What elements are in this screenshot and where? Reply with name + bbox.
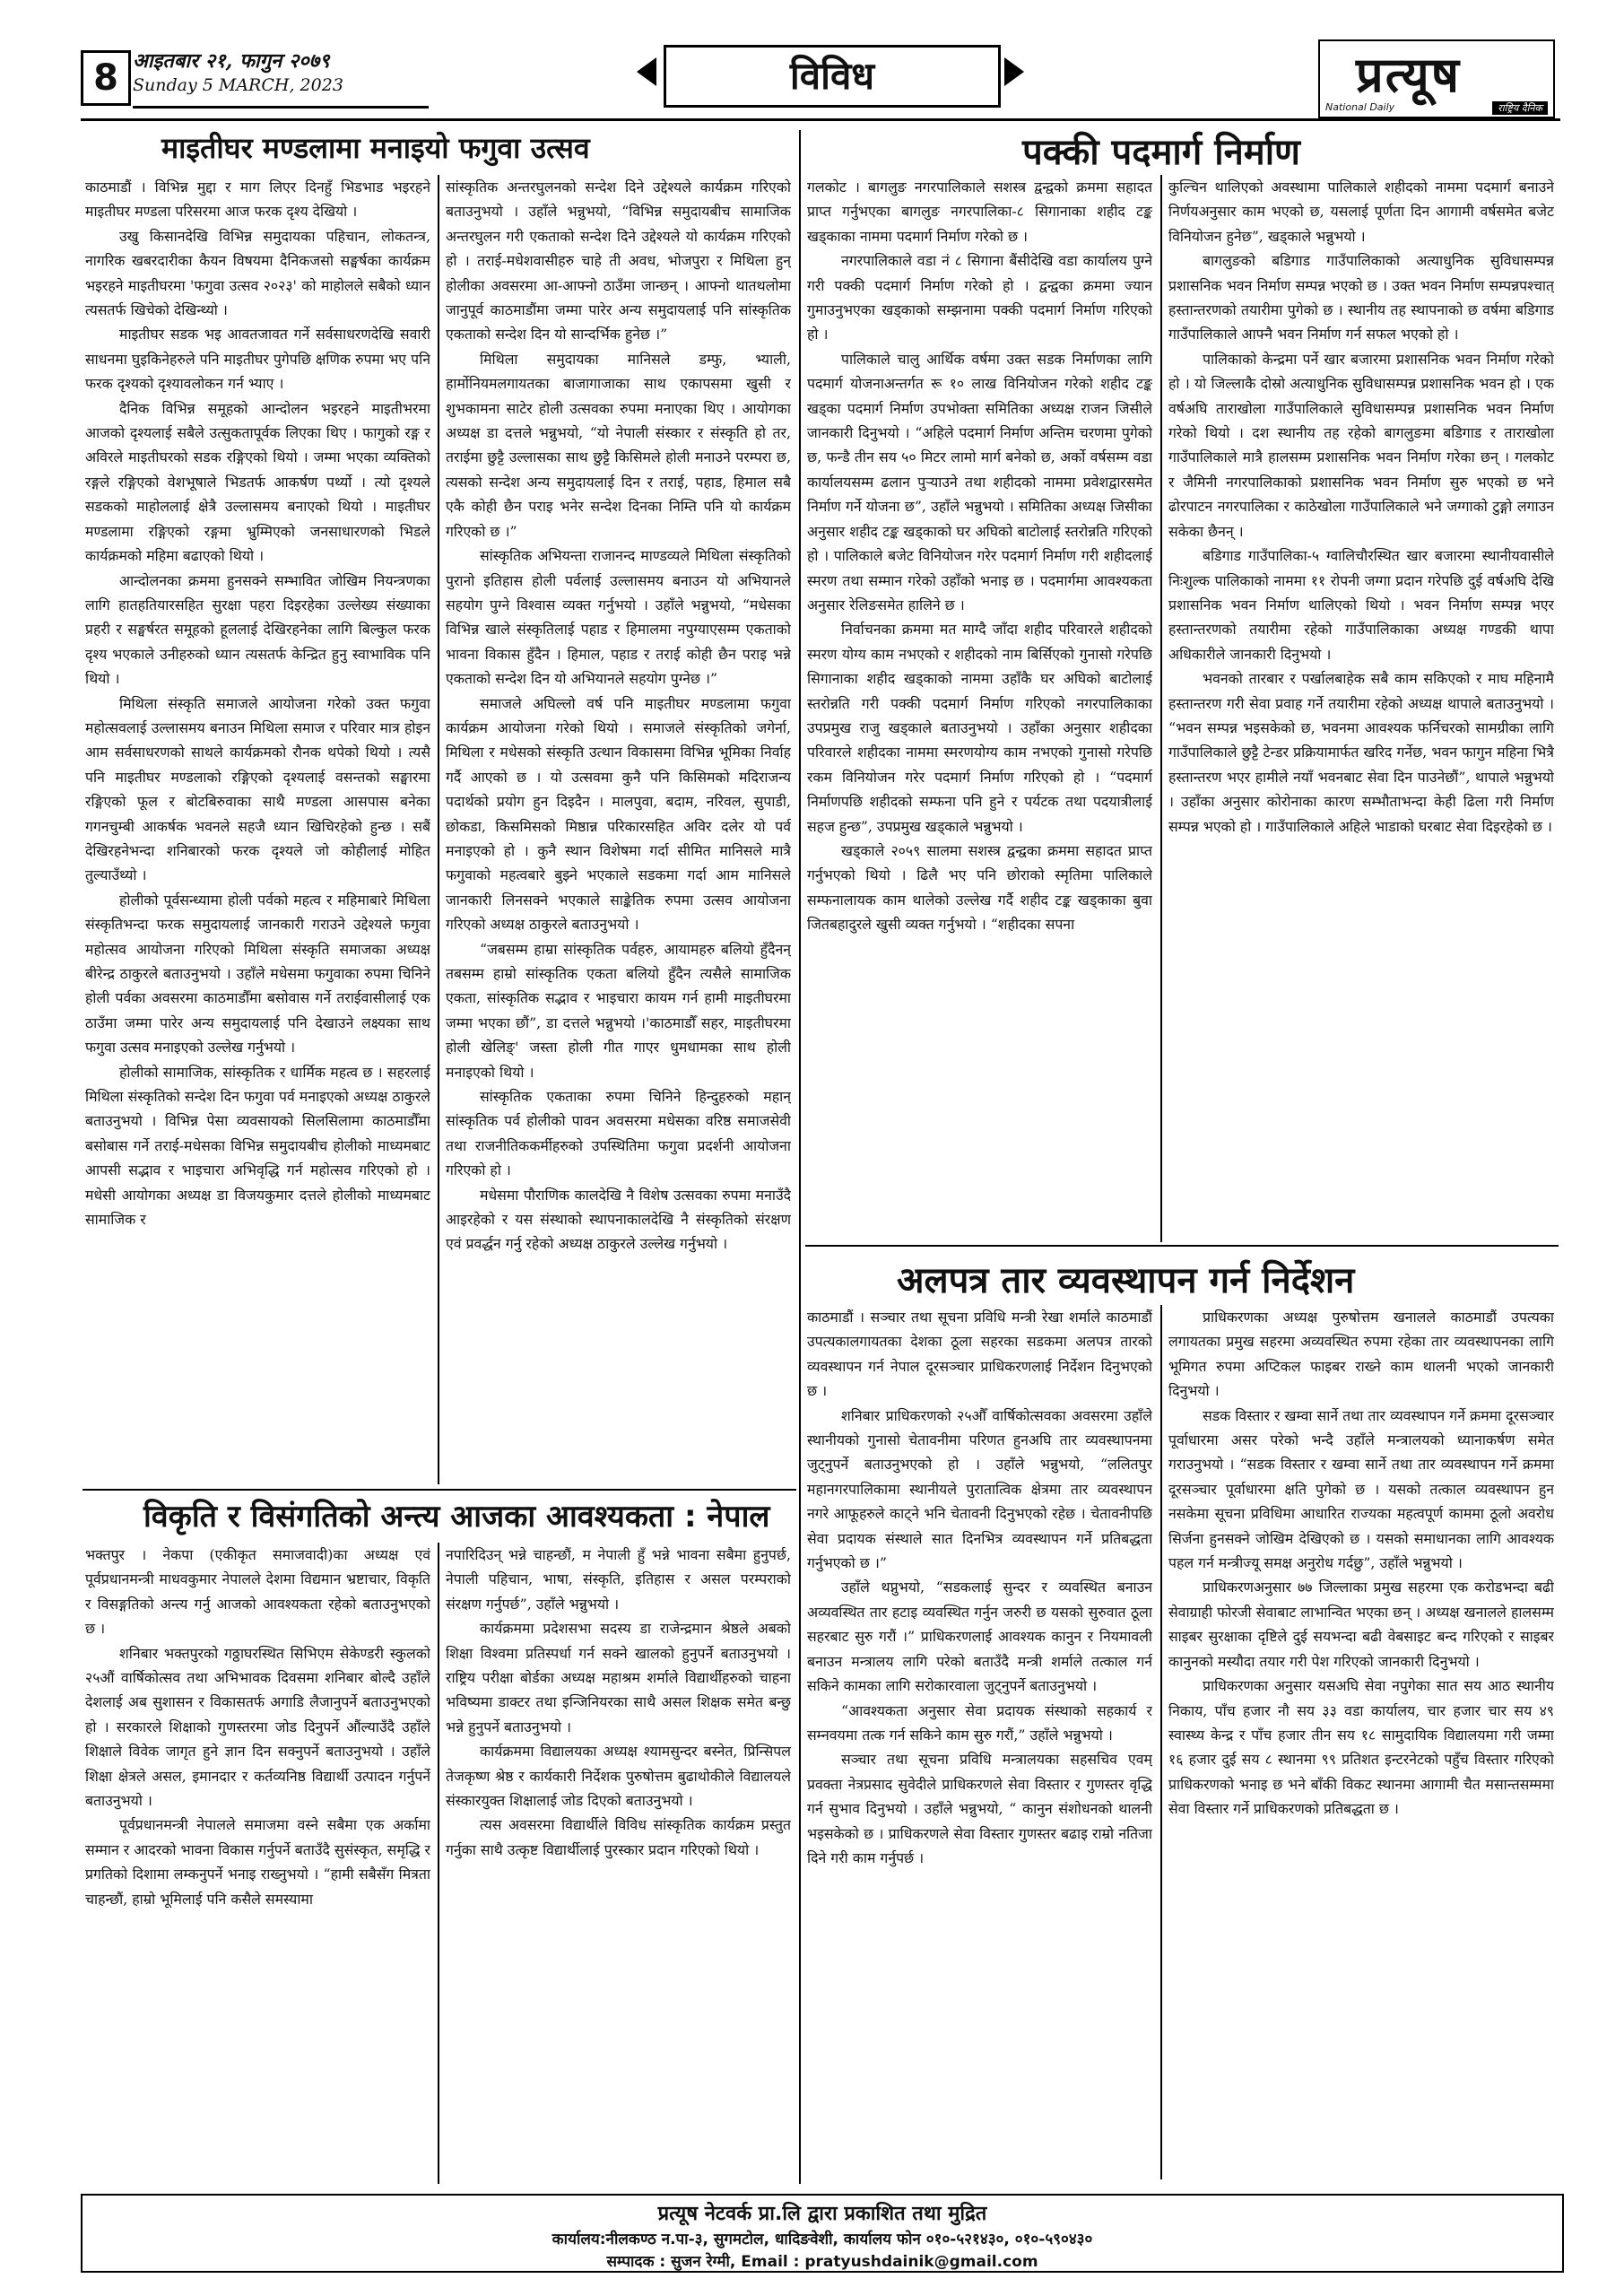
section-title: विविध bbox=[664, 45, 1001, 108]
paragraph: कुल्चिन थालिएको अवस्थामा पालिकाले शहीदको नाममा पदमार्ग बनाउने निर्णयअनुसार काम भएको छ, यसलाई पूर्णता दिन आगामी वर्षसमेत बजेट विनियोजन हुनेछ”, खड्काले भन्नुभयो । bbox=[1168, 178, 1554, 245]
paragraph: बागलुङको बडिगाड गाउँपालिकाको अत्याधुनिक सुविधासम्पन्न प्रशासनिक भवन निर्माण सम्पन्न भएको छ । उक्त भवन निर्माण सम्पन्नपश्चात् हस्तान्तरणको तयारीमा पुगेको छ । स्थानीय तह स्थापनाको छ वर्षमा बडिगाड गाउँपालिकाले आफ्नै भवन निर्माण गर्न सफल भएको हो । bbox=[1168, 252, 1554, 344]
logo-sub-right: राष्ट्रिय दैनिक bbox=[1492, 101, 1548, 115]
paragraph: प्राधिकरणका अध्यक्ष पुरुषोत्तम खनालले काठमाडौं उपत्यका लगायतका प्रमुख सहरमा अव्यवस्थित रुपमा रहेका तार व्यवस्थापनका लागि भूमिगत रुपमा अप्टिकल फाइबर राख्ने काम थालनी भएको जानकारी दिनुभयो । bbox=[1168, 1309, 1554, 1400]
paragraph: बडिगाड गाउँपालिका-५ ग्वालिचौरस्थित खार बजारमा स्थानीयवासीले निःशुल्क पालिकाको नाममा ११ रोपनी जग्गा प्रदान गरेपछि दुई वर्षअघि देखि प्रशासनिक भवन निर्माण थालिएको थियो । भवन निर्माण सम्पन्न भएर हस्तान्तरणको तयारीमा रहेको गाउँपालिकाका अध्यक्ष गण्डकी थापा अधिकारीले जानकारी दिनुभयो । bbox=[1168, 547, 1554, 663]
paragraph: मिथिला संस्कृति समाजले आयोजना गरेको उक्त फगुवा महोत्सवलाई उल्लासमय बनाउन मिथिला समाज र परिवार मात्र होइन आम सर्वसाधरणको साथले कार्यक्रमको रौनक थपेको थियो । त्यसै पनि माइतीघर मण्डलाको रङ्गिएको दृश्यलाई वसन्तको सङ्घारमा रङ्गिएको फूल र बोटबिरुवाका साथै मण्डला आसपास बनेका गगनचुम्बी आकर्षक भवनले सहजै ध्यान खिचिरहेको हुन्छ । सबैं देखिरहनेभन्दा शनिबारको फरक दृश्यले जो कोहीलाई मोहित तुल्याउँथ्यो । bbox=[85, 694, 430, 884]
article1-column2 bbox=[446, 175, 791, 1484]
paragraph: आन्दोलनका क्रममा हुनसक्ने सम्भावित जोखिम नियन्त्रणका लागि हातहतियारसहित सुरक्षा पहरा दिइरहेका उल्लेख्य संख्याका प्रहरी र सङ्घर्षरत समूहको हूललाई देखिरहनेका लागि बिल्कुल फरक दृश्य भएकाले उनीहरुको ध्यान त्यसतर्फ केन्द्रित हुनु स्वाभाविक पनि थियो । bbox=[85, 571, 430, 688]
paragraph: नपारिदिउन् भन्ने चाहन्छौं, म नेपाली हुँ भन्ने भावना सबैमा हुनुपर्छ, नेपाली पहिचान, भाषा, संस्कृति, इतिहास र असल परम्पराको संरक्षण गर्नुपर्छ”, उहाँले भन्नुभयो । bbox=[446, 1546, 791, 1613]
paragraph: काठमाडौं । सञ्चार तथा सूचना प्रविधि मन्त्री रेखा शर्माले काठमाडौं उपत्यकालगायतका देशका ठूला सहरका सडकमा अलपत्र तारको व्यवस्थापन गर्न नेपाल दूरसञ्चार प्राधिकरणलाई निर्देशन दिनुभएको छ । bbox=[807, 1309, 1152, 1400]
publisher-footer bbox=[81, 2194, 1564, 2273]
paragraph: सडक विस्तार र खम्वा सार्ने तथा तार व्यवस्थापन गर्ने क्रममा दूरसञ्चार पूर्वाधारमा असर परेको भन्दै उहाँले मन्त्रालयको ध्यानाकर्षण समेत गराउनुभयो । “सडक विस्तार र खम्वा सार्ने तथा तार व्यवस्थापन गर्ने क्रममा दूरसञ्चार पूर्वाधारमा क्षति पुगेको छ । यसको तत्काल व्यवस्थापन हुन नसकेमा सूचना प्रविधिमा आधारित राज्यका महत्वपूर्ण काममा ठूलो अवरोध सिर्जना हुनसक्ने जोखिम देखिएको छ । यसको समाधानका लागि आवश्यक पहल गर्न मन्त्रीज्यू समक्ष अनुरोध गर्दछु”, उहाँले भन्नुभयो । bbox=[1168, 1406, 1554, 1572]
paragraph: प्राधिकरणअनुसार ७७ जिल्लाका प्रमुख सहरमा एक करोडभन्दा बढी सेवाग्राही फोरजी सेवाबाट लाभान्वित भएका छन् । अध्यक्ष खनालले हालसम्म साइबर सुरक्षाका दृष्टिले दुई सयभन्दा बढी वेबसाइट बन्द गरिएको र साइबर कानुनको मस्यौदा तयार गरी पेश गरिएको जानकारी दिनुभयो । bbox=[1168, 1578, 1554, 1670]
publisher-line: प्रत्यूष नेटवर्क प्रा.लि द्वारा प्रकाशित तथा मुद्रित bbox=[657, 2203, 987, 2225]
office-address: कार्यालय:नीलकण्ठ न.पा-३, सुगमटोल, धादिङवेशी, कार्यालय फोन ०१०-५२१४३०, ०१०-५९०४३० bbox=[551, 2231, 1093, 2248]
paragraph: “आवश्यकता अनुसार सेवा प्रदायक संस्थाको सहकार्य र सम्नवयमा तत्क गर्न सकिने काम सुरु गरौं,” उहाँले भन्नुभयो । bbox=[807, 1701, 1152, 1744]
paragraph: खड्काले २०५९ सालमा सशस्त्र द्वन्द्वका क्रममा सहादत प्राप्त गर्नुभएको थियो । ढिलै भए पनि छोराको स्मृतिमा पालिकाले सम्फनालायक काम थालेको उल्लेख गर्दै शहीद टङ्क खड्काका बुवा जितबहादुरले खुसी व्यक्त गर्नुभयो । “शहीदका सपना bbox=[807, 841, 1152, 934]
paragraph: माइतीघर सडक भइ आवतजावत गर्ने सर्वसाधरणदेखि सवारी साधनमा घुइकिनेहरुले पनि माइतीघर पुगेपछि क्षणिक रुपमा भए पनि फरक दृश्यको दृश्यावलोकन गर्न भ्याए । bbox=[85, 326, 430, 393]
paragraph: नगरपालिकाले वडा नं ८ सिगाना बैंसीदेखि वडा कार्यालय पुग्ने गरी पक्की पदमार्ग निर्माण गरेको हो । द्वन्द्वका क्रममा ज्यान गुमाउनुभएका खड्काको सम्झनामा पक्की पदमार्ग निर्माण गरिएको हो । bbox=[807, 252, 1152, 344]
arrow-left-icon bbox=[637, 57, 656, 86]
paragraph: होलीको सामाजिक, सांस्कृतिक र धार्मिक महत्व छ । सहरलाई मिथिला संस्कृतिको सन्देश दिन फगुवा पर्व मनाइएको अध्यक्ष ठाकुरले बताउनुभयो । विभिन्न पेसा व्यवसायको सिलसिलामा काठमाडौँमा बसोबास गर्ने तराई-मधेसका विभिन्न समुदायबीच होलीको माध्यमबाट आपसी सद्भाव र भाइचारा अभिवृद्धि गर्न महोत्सव गरिएको हो । मधेसी आयोगका अध्यक्ष डा विजयकुमार दत्तले होलीको माध्यमबाट सामाजिक र bbox=[85, 1063, 430, 1229]
paragraph: त्यस अवसरमा विद्यार्थीले विविध सांस्कृतिक कार्यक्रम प्रस्तुत गर्नुका साथै उत्कृष्ट विद्यार्थीलाई पुरस्कार प्रदान गरिएको थियो । bbox=[446, 1816, 791, 1858]
paragraph: भवनको तारबार र पर्खालबाहेक सबै काम सकिएको र माघ महिनामै हस्तान्तरण गरी सेवा प्रवाह गर्ने तयारीमा रहेको अध्यक्ष थापाले बताउनुभयो । “भवन सम्पन्न भइसकेको छ, भवनमा आवश्यक फर्निचरको सामग्रीका लागि गाउँपालिकाले छुट्टै टेन्डर प्रक्रियामार्फत खरिद गर्नेछ, भवन फागुन महिना भित्रै हस्तान्तरण भएर हामीले नयाँ भवनबाट सेवा दिन पाउनेछौं”, थापाले भन्नुभयो । उहाँका अनुसार कोरोनाका कारण सम्भौताभन्दा केही ढिला गरी निर्माण सम्पन्न भएको हो । गाउँपालिकाले अहिले भाडाको घरबाट सेवा दिइरहेको छ । bbox=[1168, 670, 1554, 835]
date-block bbox=[133, 47, 429, 109]
column-divider bbox=[438, 175, 439, 1484]
header-rule bbox=[81, 118, 1560, 121]
paragraph: उखु किसानदेखि विभिन्न समुदायका पहिचान, लोकतन्त्र, नागरिक खबरदारीका कैयन विषयमा दैनिकजसो सङ्घर्षका कार्यक्रम भइरहने माइतीघरमा 'फगुवा उत्सव २०२३' को माहोलले सबैको ध्यान त्यसतर्फ खिचेको देखिन्थ्यो । bbox=[85, 227, 430, 319]
paragraph: सांस्कृतिक अन्तरघुलनको सन्देश दिने उद्देश्यले कार्यक्रम गरिएको बताउनुभयो । उहाँले भन्नुभयो, “विभिन्न समुदायबीच सामाजिक अन्तरघुलन गरी एकताको सन्देश दिने उद्देश्यले यो कार्यक्रम गरिएको हो । तराई-मधेशवासीहरु चाहे ती अवध, भोजपुरा र मिथिला हुन् होलीका अवसरमा आ-आफ्नो ठाउँमा जान्छन् । आफ्नो थातथलोमा जानुपूर्व काठमाडौंमा जम्मा पारेर अन्य समुदायलाई पनि सांस्कृतिक एकताको सन्देश दिन यो सान्दर्भिक हुनेछ ।” bbox=[446, 178, 791, 344]
paragraph: कार्यक्रममा विद्यालयका अध्यक्ष श्यामसुन्दर बस्नेत, प्रिन्सिपल तेजकृष्ण श्रेष्ठ र कार्यकारी निर्देशक पुरुषोत्तम बुढाथोकीले विद्यालयले संस्कारयुक्त शिक्षालाई जोड दिएको बताउनुभयो । bbox=[446, 1743, 791, 1810]
paragraph: पूर्वप्रधानमन्त्री नेपालले समाजमा वस्ने सबैमा एक अर्कामा सम्मान र आदरको भावना विकास गर्नुपर्ने बताउँदै सुसंस्कृत, समृद्धि र प्रगतिको दिशामा लम्कनुपर्ने भनाइ राख्नुभयो । “हामी सबैसँग मित्रता चाहन्छौं, हाम्रो भूमिलाई पनि कसैले समस्यामा bbox=[85, 1816, 430, 1908]
paragraph: पालिकाले चालु आर्थिक वर्षमा उक्त सडक निर्माणका लागि पदमार्ग योजनाअन्तर्गत रू १० लाख विनियोजन गरेको शहीद टङ्क खड्का पदमार्ग निर्माण उपभोक्ता समितिका अध्यक्ष राजन जिसीले जानकारी दिनुभयो । “अहिले पदमार्ग निर्माण अन्तिम चरणमा पुगेको छ, फन्डै तीन सय ५० मिटर लामो मार्ग बनेको छ, अर्को वर्षसम्म वडा कार्यालयसम्म ढलान पुऱ्याउने तथा शहीदको नाममा प्रवेशद्वारसमेत निर्माण गर्ने योजना छ”, उहाँले भन्नुभयो । समितिका अध्यक्ष जिसीका अनुसार शहीद टङ्क खड्काको घर अघिको बाटोलाई स्तरोन्नति गरिएको हो । पालिकाले बजेट विनियोजन गरेर पदमार्ग निर्माण गरी शहीदलाई स्मरण तथा सम्मान गरेको उहाँको भनाइ छ । पदमार्गमा आवश्यकता अनुसार रेलिङसमेत हालिने छ । bbox=[807, 350, 1152, 613]
column-divider bbox=[438, 1543, 439, 2184]
paragraph: पालिकाको केन्द्रमा पर्ने खार बजारमा प्रशासनिक भवन निर्माण गरेको हो । यो जिल्लाकै दोस्रो अत्याधुनिक सुविधासम्पन्न प्रशासनिक भवन हो । एक वर्षअघि ताराखोला गाउँपालिकाले सुविधासम्पन्न प्रशासनिक भवन निर्माण गरेको थियो । दश स्थानीय तह रहेको बागलुङमा बडिगाड र ताराखोला गाउँपालिकाले मात्रै हालसम्म प्रशासनिक भवन निर्माण गरेका छन् । गलकोट र जैमिनी नगरपालिकाको प्रशासनिक भवन निर्माण सुरु भएको छ भने ढोरपाटन नगरपालिका र काठेखोला गाउँपालिकाले भने जग्गाको टुङ्गो लगाउन सकेका छैनन् । bbox=[1168, 350, 1554, 540]
article2-column1 bbox=[807, 175, 1152, 1242]
paragraph: होलीको पूर्वसन्ध्यामा होली पर्वको महत्व र महिमाबारे मिथिला संस्कृतिभन्दा फरक समुदायलाई जानकारी गराउने उद्देश्यले फगुवा महोत्सव आयोजना गरिएको मिथिला संस्कृति समाजका अध्यक्ष बीरेन्द्र ठाकुरले बताउनुभयो । उहाँले मधेसमा फगुवाका रुपमा चिनिने होली पर्वका अवसरमा काठमाडौँमा बसोवास गर्ने तराईवासीलाई एक ठाउँमा जम्मा पारेर अन्य समुदायलाई पनि देखाउने लक्ष्यका साथ फगुवा उत्सव मनाइएको उल्लेख गर्नुभयो । bbox=[85, 891, 430, 1057]
paragraph: निर्वाचनका क्रममा मत माग्दै जाँदा शहीद परिवारले शहीदको स्मरण योग्य काम नभएको र शहीदको नाम बिर्सिएको गुनासो गरेपछि सिगानाका शहीद खड्काको नाममा उहाँकै घर अघिको बाटोलाई स्तरोन्नति गरी पक्की पदमार्ग निर्माण गरिएको नगरपालिकाका उपप्रमुख राजु खड्काले बताउनुभयो । उहाँका अनुसार शहीदका परिवारले शहीदका नाममा स्मरणयोग्य काम नभएको गुनासो गरेपछि रकम विनियोजन गरेर पदमार्ग निर्माण गरिएको हो । “पदमार्ग निर्माणपछि शहीदको सम्फना पनि हुने र पर्यटक तथा पदयात्रीलाई सहज हुन्छ”, उपप्रमुख खड्काले भन्नुभयो । bbox=[807, 621, 1152, 835]
article4-column2 bbox=[446, 1543, 791, 2184]
paragraph: सञ्चार तथा सूचना प्रविधि मन्त्रालयका सहसचिव एवम् प्रवक्ता नेत्रप्रसाद सुवेदीले प्राधिकरणले सेवा विस्तार र गुणस्तर वृद्धि गर्न सुभाव दिनुभयो । उहाँले भन्नुभयो, “ कानुन संशोधनको थालनी भइसकेको छ । प्राधिकरणले सेवा विस्तार गुणस्तर बढाइ राम्रो नतिजा दिने गरी काम गर्नुपर्छ । bbox=[807, 1751, 1152, 1866]
paragraph: “जबसम्म हाम्रा सांस्कृतिक पर्वहरु, आयामहरु बलियो हुँदैनन् तबसम्म हाम्रो सांस्कृतिक एकता बलियो हुँदैन त्यसैले सामाजिक एकता, सांस्कृतिक सद्भाव र भाइचारा कायम गर्न हामी माइतीघरमा जम्मा भएका छौं”, डा दत्तले भन्नुभयो ।'काठमाडौँ सहर, माइतीघरमा होली खेलिङ्' जस्ता होली गीत गाएर धुमधामका साथ होली मनाइएको थियो । bbox=[446, 940, 791, 1081]
date-nepali: आइतबार २१, फागुन २०७९ bbox=[133, 49, 330, 73]
paragraph: गलकोट । बागलुङ नगरपालिकाले सशस्त्र द्वन्द्वको क्रममा सहादत प्राप्त गर्नुभएका बागलुङ नगरपालिका-८ सिगानाका शहीद टङ्क खड्काका नाममा पदमार्ग निर्माण गरेको छ । bbox=[807, 178, 1152, 245]
article1-column1 bbox=[85, 175, 430, 1484]
paragraph: प्राधिकरणका अनुसार यसअघि सेवा नपुगेका सात सय आठ स्थानीय निकाय, पाँच हजार नौ सय ३३ वडा कार्यालय, चार हजार चार सय ४९ स्वास्थ्य केन्द्र र पाँच हजार तीन सय १८ सामुदायिक विद्यालयमा गरी जम्मा १६ हजार दुई सय ८ स्थानमा ९९ प्रतिशत इन्टरनेटको पहुँच विस्तार गरिएको प्राधिकरणको भनाइ छ भने बाँकी विकट स्थानमा आगामी चैत मसान्तसम्ममा सेवा विस्तार गर्ने प्राधिकरणको प्रतिबद्धता छ । bbox=[1168, 1677, 1554, 1818]
newspaper-logo bbox=[1318, 39, 1555, 118]
paragraph: शनिबार प्राधिकरणको २५औँ वार्षिकोत्सवका अवसरमा उहाँले स्थानीयको गुनासो चेतावनीमा परिणत हुनअघि तार व्यवस्थापनमा जुट्नुपर्ने बताउनुभएको हो । उहाँले भन्नुभयो, “ललितपुर महानगरपालिकामा स्थानीयले पुरातात्विक क्षेत्रमा तार व्यवस्थापन नगरे आफूहरुले काट्ने भनि चेतावनी दिनुभएको रहेछ । चेतावनीपछि सेवा प्रदायक संस्थाले सात दिनभित्र व्यवस्थापन गर्ने प्रतिबद्धता गर्नुभएको छ ।” bbox=[807, 1406, 1152, 1572]
paragraph: सांस्कृतिक अभियन्ता राजानन्द माण्डव्यले मिथिला संस्कृतिको पुरानो इतिहास होली पर्वलाई उल्लासमय बनाउन यो अभियानले सहयोग पुग्ने विश्वास व्यक्त गर्नुभयो । उहाँले भन्नुभयो, “मधेसका विभिन्न खाले संस्कृतिलाई पहाड र हिमालमा नपुग्याएसम्म एकताको भावना विकास हुँदैन । हिमाल, पहाड र तराई कोही छैन पराइ भन्ने एकताको सन्देश दिन यो अभियानले सहयोग पुग्नेछ ।” bbox=[446, 547, 791, 688]
column-divider bbox=[1160, 175, 1162, 1242]
article4-column1 bbox=[85, 1543, 430, 2184]
paragraph: काठमाडौं । विभिन्न मुद्दा र माग लिएर दिनहुँ भिडभाड भइरहने माइतीघर मण्डला परिसरमा आज फरक दृश्य देखियो । bbox=[85, 178, 430, 221]
headline-article3: अलपत्र तार व्यवस्थापन गर्न निर्देशन bbox=[897, 1260, 1355, 1301]
paragraph: मधेसमा पौराणिक कालदेखि नै विशेष उत्सवका रुपमा मनाउँदै आइरहेको र यस संस्थाको स्थापनाकालदेखि नै संस्कृतिको संरक्षण एवं प्रवर्द्धन गर्नु रहेको अध्यक्ष ठाकुरले उल्लेख गर्नुभयो । bbox=[446, 1186, 791, 1253]
paragraph: समाजले अघिल्लो वर्ष पनि माइतीघर मण्डलामा फगुवा कार्यक्रम आयोजना गरेको थियो । समाजले संस्कृतिको जगेर्ना, मिथिला र मधेसको संस्कृति उत्थान विकासमा विभिन्न भूमिका निर्वाह गर्दै आएको छ । यो उत्सवमा कुनै पनि किसिमको मदिराजन्य पदार्थको प्रयोग हुन दिइदैन । मालपुवा, बदाम, नरिवल, सुपाडी, छोकडा, किसमिसको मिष्ठान्न परिकारसहित अविर दलेर यो पर्व मनाइएको हो । कुनै स्थान विशेषमा गर्दा सीमित मानिसले मात्रै फगुवाको महत्वबारे बुझ्ने भएकाले सडकमा गर्दा आम मानिसले जानकारी लिनसक्ने भएकाले साङ्केतिक रुपमा उत्सव आयोजना गरिएको अध्यक्ष ठाकुरले बताउनुभयो । bbox=[446, 694, 791, 934]
paragraph: उहाँले थप्नुभयो, “सडकलाई सुन्दर र व्यवस्थित बनाउन अव्यवस्थित तार हटाइ व्यवस्थित गर्नुन जरुरी छ यसको सुरुवात ठूला सहरबाट सुरु गरौं ।” प्राधिकरणलाई आवश्यक कानुन र नियमावली बनाउन मन्त्रालय लागि परेको बताउँदै मन्त्री शर्माले तत्काल गर्न सकिने कामका लागि सरोकारवाला जुट्नुपर्ने बताउनुभयो । bbox=[807, 1578, 1152, 1695]
headline-article1: माइतीघर मण्डलामा मनाइयो फगुवा उत्सव bbox=[161, 131, 590, 165]
page-header bbox=[81, 43, 1560, 113]
paragraph: कार्यक्रममा प्रदेशसभा सदस्य डा राजेन्द्रमान श्रेष्ठले अबको शिक्षा विश्वमा प्रतिस्पर्धा गर्न सक्ने खालको हुनुपर्ने बताउनुभयो । राष्ट्रिय परीक्षा बोर्डका अध्यक्ष महाश्रम शर्माले विद्यार्थीहरुको चाहना भविष्यमा डाक्टर तथा इन्जिनियरका साथै असल शिक्षक समेत बन्छु भन्ने हुनुपर्ने बताउनुभयो । bbox=[446, 1620, 791, 1735]
column-divider bbox=[1160, 1305, 1162, 2179]
article3-column1 bbox=[807, 1305, 1152, 2179]
article2-column2 bbox=[1168, 175, 1554, 1242]
page-center-divider bbox=[799, 130, 801, 2184]
editor-email: सम्पादक : सुजन रेग्मी, Email : pratyushdainik@gmail.com bbox=[606, 2253, 1038, 2271]
headline-article4: विकृति र विसंगतिको अन्त्य आजका आवश्यकता : नेपाल bbox=[143, 1499, 770, 1535]
paragraph: शनिबार भक्तपुरको गठ्ठाघरस्थित सिभिएम सेकेण्डरी स्कुलको २५औं वार्षिकोत्सव तथा अभिभावक दिवसमा शनिबार बोल्दै उहाँले देशलाई अब सुशासन र विकासतर्फ अगाडि लैजानुपर्ने बताउनुभएको हो । सरकारले शिक्षाको गुणस्तरमा जोड दिनुपर्ने औंल्याउँदै उहाँले शिक्षाले विवेक जागृत हुने ज्ञान दिन सक्नुपर्ने बताउनुभयो । उहाँले शिक्षा क्षेत्रले असल, इमानदार र कर्तव्यनिष्ठ विद्यार्थी उत्पादन गर्नुपर्ने बताउनुभयो । bbox=[85, 1644, 430, 1810]
paragraph: दैनिक विभिन्न समूहको आन्दोलन भइरहने माइतीभरमा आजको दृश्यलाई सबैले उत्सुकतापूर्वक लिएका थिए । फागुको रङ्ग र अविरले माइतीघरको सडक रङ्गिएको थियो । जम्मा भएका व्यक्तिको रङ्गले रङ्गिएको वेशभूषाले भिडतर्फ आकर्षण पर्थ्यो । त्यो दृश्यले सडकको माहोललाई क्षेत्रै उल्लासमय बनाएको थियो । माइतीघर मण्डलामा रङ्गिएको रङ्गमा भ्रुम्मिएको जनसाधारणको भिडले कार्यक्रमको महिमा बढाएको थियो । bbox=[85, 399, 430, 565]
arrow-right-icon bbox=[1004, 57, 1024, 86]
section-rule bbox=[83, 1489, 796, 1491]
logo-subtitle bbox=[1325, 101, 1548, 115]
logo-sub-left: National Daily bbox=[1325, 101, 1395, 113]
headline-article2: पक्की पदमार्ग निर्माण bbox=[1022, 132, 1300, 173]
date-english: Sunday 5 MARCH, 2023 bbox=[133, 75, 343, 95]
section-rule bbox=[805, 1245, 1559, 1247]
page-number: 8 bbox=[81, 50, 131, 106]
paragraph: भक्तपुर । नेकपा (एकीकृत समाजवादी)का अध्यक्ष एवं पूर्वप्रधानमन्त्री माधवकुमार नेपालले देशमा विद्यमान भ्रष्टाचार, विकृति र विसङ्गतिको अन्त्य गर्नु आजको आवश्यकता रहेको बताउनुभएको छ । bbox=[85, 1546, 430, 1638]
logo-text: प्रत्यूष bbox=[1356, 47, 1461, 103]
paragraph: मिथिला समुदायका मानिसले डम्फु, भ्याली, हार्मोनियमलगायतका बाजागाजाका साथ एकापसमा खुसी र शुभकामना साटेर होली उत्सवका रुपमा मनाएका थिए । आयोगका अध्यक्ष डा दत्तले भन्नुभयो, “यो नेपाली संस्कार र संस्कृति हो तर, तराईमा छुट्टै उल्लासका साथ छुट्टै किसिमले होली मनाउने परम्परा छ, त्यसको सन्देश अन्य समुदायलाई दिन र तराई, पहाड, हिमाल सबै एकै कोही छैन पराइ भनेर सन्देश दिनका निम्ति पनि यो कार्यक्रम गरिएको छ ।” bbox=[446, 350, 791, 540]
article3-column2 bbox=[1168, 1305, 1554, 2179]
paragraph: सांस्कृतिक एकताका रुपमा चिनिने हिन्दुहरुको महान् सांस्कृतिक पर्व होलीको पावन अवसरमा मधेसका वरिष्ठ समाजसेवी तथा राजनीतिककर्मीहरुको उपस्थितिमा फगुवा प्रदर्शनी आयोजना गरिएको हो । bbox=[446, 1088, 791, 1179]
